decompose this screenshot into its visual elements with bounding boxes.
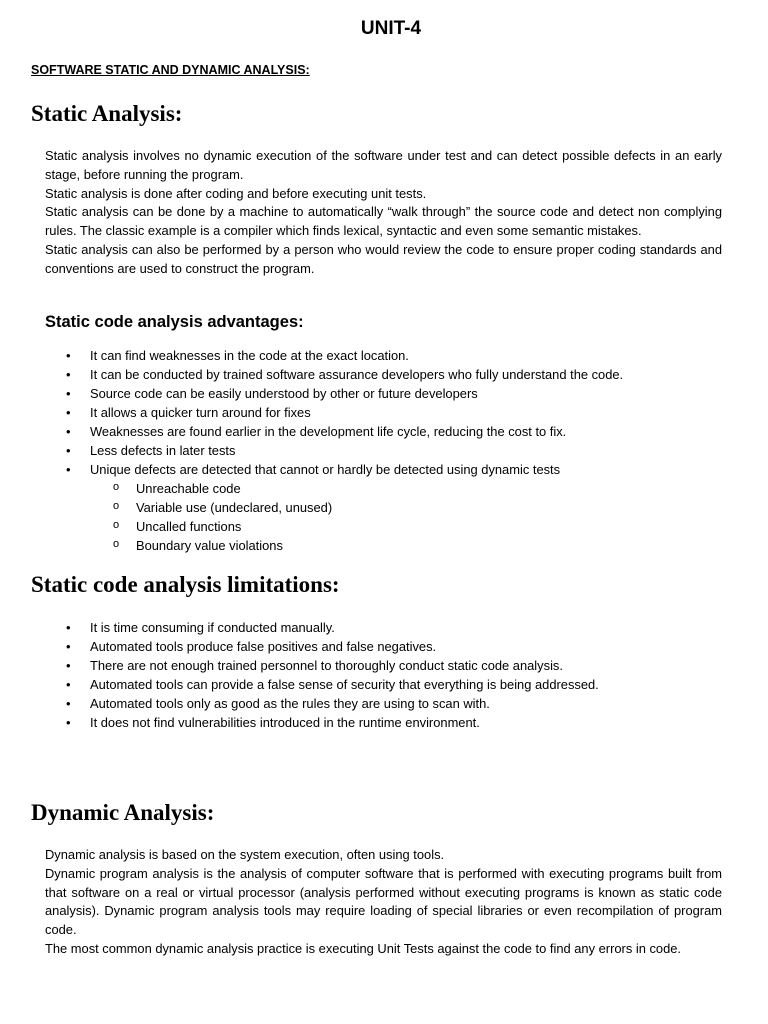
- list-item: [45, 384, 735, 403]
- list-item-text: It allows a quicker turn around for fixes: [90, 405, 311, 420]
- list-item: [45, 441, 735, 460]
- dynamic-analysis-heading: Dynamic Analysis:: [31, 800, 215, 825]
- list-item: [45, 460, 735, 555]
- list-item-text: Source code can be easily understood by other or future developers: [90, 386, 478, 401]
- paragraph: Dynamic analysis is based on the system execution, often using tools.: [45, 847, 445, 862]
- list-item-text: It can be conducted by trained software assurance developers who fully understand the code.: [90, 367, 624, 382]
- sub-list-item: [90, 536, 735, 555]
- list-item-text: It is time consuming if conducted manually.: [90, 620, 335, 635]
- paragraph: Static analysis can also be performed by a person who would review the code to ensure proper coding standards and conventions are used to construct the program.: [45, 241, 722, 276]
- list-item-text: Automated tools only as good as the rules they are using to scan with.: [90, 696, 490, 711]
- list-item-text: It can find weaknesses in the code at the exact location.: [90, 348, 409, 363]
- sub-list-item-text: Unreachable code: [136, 481, 241, 496]
- list-item-text: Less defects in later tests: [90, 443, 236, 458]
- sub-list-item-text: Uncalled functions: [136, 519, 242, 534]
- sub-list-item: [90, 498, 735, 517]
- list-item: [45, 637, 735, 656]
- advantages-list: [45, 346, 735, 555]
- list-item: [45, 656, 735, 675]
- paragraph: Static analysis is done after coding and before executing unit tests.: [45, 185, 427, 201]
- limitations-heading: Static code analysis limitations:: [31, 572, 340, 597]
- list-item-text: Unique defects are detected that cannot or hardly be detected using dynamic tests: [90, 462, 561, 477]
- static-analysis-heading: Static Analysis:: [31, 101, 183, 126]
- list-item: [45, 675, 735, 694]
- paragraph: Dynamic program analysis is the analysis of computer software that is performed with executing programs built from that software on a real or virtual processor (analysis performed without executing programs is known as static code analysis). Dynamic program analysis tools may require loading of special libraries or even recompilation of program code.: [45, 865, 722, 938]
- list-item: [45, 694, 735, 713]
- paragraph: The most common dynamic analysis practice is executing Unit Tests against the code to find any errors in code.: [45, 940, 682, 956]
- list-item: [45, 618, 735, 637]
- list-item: [45, 365, 735, 384]
- list-item: [45, 713, 735, 732]
- unit-title: UNIT-4: [360, 18, 422, 39]
- list-item-text: It does not find vulnerabilities introduced in the runtime environment.: [90, 715, 480, 730]
- paragraph: Static analysis can be done by a machine to automatically “walk through” the source code and detect non complying rules. The classic example is a compiler which finds lexical, syntactic and even some semantic mistakes.: [45, 204, 722, 239]
- list-item-text: There are not enough trained personnel to thoroughly conduct static code analysis.: [90, 658, 563, 673]
- sub-list-item: [90, 517, 735, 536]
- list-item: [45, 346, 735, 365]
- paragraph: Static analysis involves no dynamic execution of the software under test and can detect possible defects in an early stage, before running the program.: [45, 148, 722, 182]
- list-item: [45, 422, 735, 441]
- advantages-heading: Static code analysis advantages:: [45, 313, 304, 331]
- list-item: [45, 403, 735, 422]
- static-analysis-body: [45, 147, 722, 279]
- list-item-text: Automated tools can provide a false sense of security that everything is being addressed.: [90, 677, 599, 692]
- sub-list-item: [90, 479, 735, 498]
- sub-list-item-text: Boundary value violations: [136, 538, 283, 553]
- dynamic-analysis-body: [45, 846, 722, 959]
- section-label: SOFTWARE STATIC AND DYNAMIC ANALYSIS:: [31, 63, 310, 77]
- list-item-text: Weaknesses are found earlier in the development life cycle, reducing the cost to fix.: [90, 424, 567, 439]
- sub-list: [90, 479, 735, 555]
- list-item-text: Automated tools produce false positives and false negatives.: [90, 639, 437, 654]
- limitations-list: [45, 618, 735, 732]
- sub-list-item-text: Variable use (undeclared, unused): [136, 500, 333, 515]
